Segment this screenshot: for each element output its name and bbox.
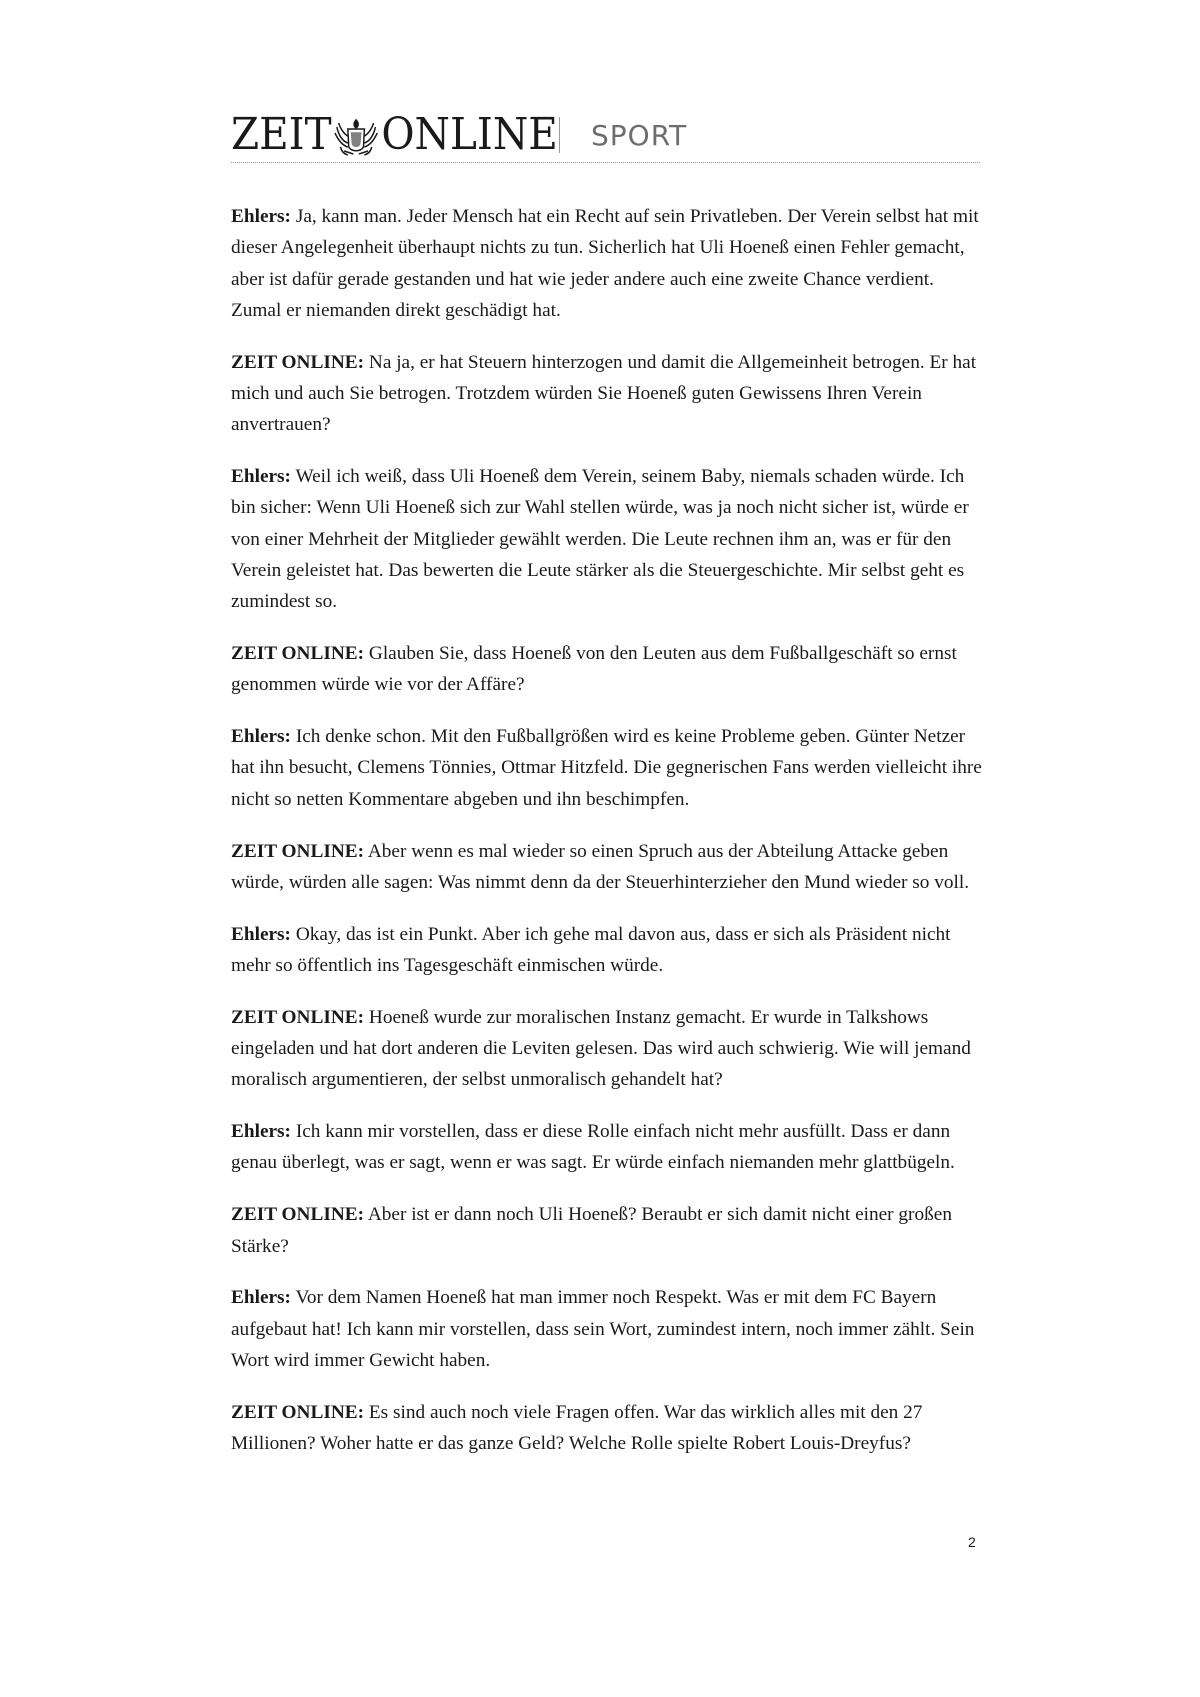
logo-text-zeit: ZEIT — [231, 108, 332, 160]
interview-paragraph — [231, 638, 983, 701]
speaker-label: Ehlers: — [231, 466, 291, 488]
speaker-label: Ehlers: — [231, 206, 291, 227]
paragraph-text: Na ja, er hat Steuern hinterzogen und damit die Allgemeinheit betrogen. Er hat mich und auch Sie betrogen. Trotzdem würden Sie Hoeneß guten Gewissens Ihren Verein anvertrauen? — [231, 351, 977, 436]
logo-section-divider — [559, 117, 560, 153]
zeit-online-logo[interactable] — [231, 108, 586, 160]
paragraph-text: Weil ich weiß, dass Uli Hoeneß dem Verein, seinem Baby, niemals schaden würde. Ich bin sicher: Wenn Uli Hoeneß sich zur Wahl stellen würde, was ja noch nicht sicher ist, würde er von einer Mehrheit der Mitglieder gewählt werden. Die Leute rechnen ihm an, was er für den Verein geleistet hat. Das bewerten die Leute stärker als die Steuergeschichte. Mir selbst geht es zumindest so. — [231, 466, 969, 613]
paragraph-text: Ich kann mir vorstellen, dass er diese Rolle einfach nicht mehr ausfüllt. Dass er dann genau überlegt, was er sagt, wenn er was sagt. Er würde einfach niemanden mehr glattbügeln. — [231, 1121, 955, 1174]
interview-paragraph — [231, 919, 983, 982]
speaker-label: ZEIT ONLINE: — [231, 1204, 365, 1226]
interview-paragraph — [231, 347, 983, 441]
masthead — [231, 108, 980, 165]
speaker-label: Ehlers: — [231, 1121, 291, 1143]
logo-text-online: ONLINE — [381, 108, 558, 160]
interview-paragraph — [231, 1282, 983, 1376]
paragraph-text: Aber ist er dann noch Uli Hoeneß? Beraubt er sich damit nicht einer großen Stärke? — [231, 1204, 952, 1257]
interview-paragraph — [231, 1199, 983, 1262]
interview-paragraph — [231, 1002, 983, 1096]
interview-paragraph — [231, 721, 983, 815]
interview-body — [231, 201, 983, 1480]
speaker-label: ZEIT ONLINE: — [231, 643, 365, 665]
paragraph-text: Okay, das ist ein Punkt. Aber ich gehe mal davon aus, dass er sich als Präsident nicht mehr so öffentlich ins Tagesgeschäft einmischen würde. — [231, 923, 951, 976]
paragraph-text: Glauben Sie, dass Hoeneß von den Leuten aus dem Fußballgeschäft so ernst genommen würde wie vor der Affäre? — [231, 643, 957, 696]
interview-paragraph — [231, 461, 983, 617]
header-dotted-rule — [231, 162, 980, 163]
speaker-label: ZEIT ONLINE: — [231, 840, 365, 862]
interview-paragraph — [231, 1397, 983, 1460]
paragraph-text: Ich denke schon. Mit den Fußballgrößen wird es keine Probleme geben. Günter Netzer hat ihn besucht, Clemens Tönnies, Ottmar Hitzfeld. Die gegnerischen Fans werden vielleicht ihre nicht so netten Kommentare abgeben und ihn beschimpfen. — [231, 726, 982, 810]
paragraph-text: Vor dem Namen Hoeneß hat man immer noch Respekt. Was er mit dem FC Bayern aufgebaut hat! Ich kann mir vorstellen, dass sein Wort, zumindest intern, noch immer zählt. Sein Wort wird immer Gewicht haben. — [231, 1287, 975, 1371]
speaker-label: Ehlers: — [231, 923, 291, 945]
paragraph-text: Es sind auch noch viele Fragen offen. War das wirklich alles mit den 27 Millionen? Woher hatte er das ganze Geld? Welche Rolle spielte Robert Louis-Dreyfus? — [231, 1401, 923, 1454]
interview-paragraph — [231, 1116, 983, 1179]
eagle-crest-icon — [334, 117, 380, 157]
interview-paragraph — [231, 201, 983, 326]
speaker-label: ZEIT ONLINE: — [231, 1006, 365, 1028]
paragraph-text: Hoeneß wurde zur moralischen Instanz gemacht. Er wurde in Talkshows eingeladen und hat dort anderen die Leviten gelesen. Das wird auch schwierig. Wie will jemand moralisch argumentieren, der selbst unmoralisch gehandelt hat? — [231, 1006, 971, 1091]
paragraph-text: Ja, kann man. Jeder Mensch hat ein Recht auf sein Privatleben. Der Verein selbst hat mit dieser Angelegenheit überhaupt nichts zu tun. Sicherlich hat Uli Hoeneß einen Fehler gemacht, aber ist dafür gerade gestanden und hat wie jeder andere auch eine zweite Chance verdient. Zumal er niemanden direkt geschädigt hat. — [231, 206, 979, 321]
speaker-label: Ehlers: — [231, 726, 291, 748]
logo-wordmark — [231, 108, 558, 160]
speaker-label: Ehlers: — [231, 1287, 291, 1309]
speaker-label: ZEIT ONLINE: — [231, 351, 365, 373]
interview-paragraph — [231, 836, 983, 899]
section-label[interactable]: SPORT — [591, 119, 688, 152]
paragraph-text: Aber wenn es mal wieder so einen Spruch aus der Abteilung Attacke geben würde, würden alle sagen: Was nimmt denn da der Steuerhinterzieher den Mund wieder so voll. — [231, 840, 970, 893]
speaker-label: ZEIT ONLINE: — [231, 1401, 365, 1423]
page-number: 2 — [968, 1534, 976, 1550]
